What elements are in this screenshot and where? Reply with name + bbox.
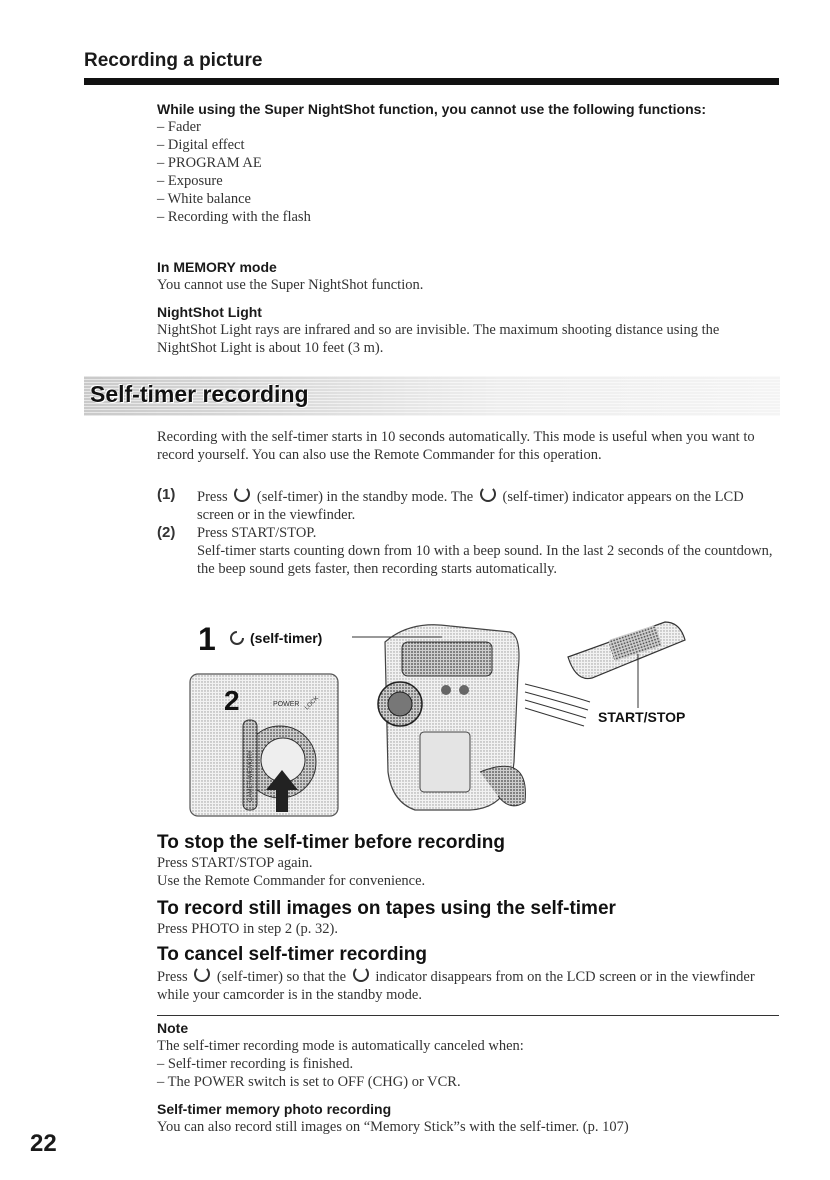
note-block <box>157 1019 782 1091</box>
still-section <box>157 898 782 938</box>
camera-label: CAMERA <box>248 776 254 802</box>
cancel-text-post: indicator disappears from on the LCD screen or in the viewfinder while your camcorder is in the standby mode. <box>157 969 755 1003</box>
memory-label: MEMORY <box>248 750 254 777</box>
cancel-text-pre: Press <box>157 969 188 985</box>
callout-2-number: 2 <box>224 685 240 716</box>
note-intro: The self-timer recording mode is automatically canceled when: <box>157 1038 524 1054</box>
self-timer-steps <box>157 486 782 578</box>
list-item: – White balance <box>157 191 251 207</box>
memory-photo-block <box>157 1100 782 1136</box>
step-text-post: (self-timer) indicator appears on the LCD screen or in the viewfinder. <box>197 489 744 523</box>
list-item: – Self-timer recording is finished. <box>157 1056 354 1072</box>
list-item: – Recording with the flash <box>157 209 311 225</box>
cancel-text <box>157 966 782 1004</box>
power-label: POWER <box>273 701 300 708</box>
list-item: – The POWER switch is set to OFF (CHG) or VCR. <box>157 1074 461 1090</box>
callout-1-label: (self-timer) <box>250 630 323 646</box>
still-heading: To record still images on tapes using the self-timer <box>157 898 616 919</box>
memory-photo-heading: Self-timer memory photo recording <box>157 1101 392 1117</box>
nightshot-light-block <box>157 303 782 357</box>
infrared-signal-icon <box>525 684 590 726</box>
start-stop-label: START/STOP <box>598 709 686 725</box>
note-rule <box>157 1015 779 1016</box>
page-number: 22 <box>30 1130 57 1157</box>
camcorder-illustration <box>180 612 740 820</box>
memory-mode-text: You cannot use the Super NightShot function. <box>157 277 424 293</box>
header-rule <box>84 78 779 85</box>
list-item: – PROGRAM AE <box>157 155 262 171</box>
step-number: (2) <box>157 524 176 541</box>
step-number: (1) <box>157 486 176 503</box>
stop-heading: To stop the self-timer before recording <box>157 832 506 853</box>
stop-section <box>157 832 782 890</box>
self-timer-intro <box>157 428 782 464</box>
memory-mode-block <box>157 258 782 294</box>
step-detail: Self-timer starts counting down from 10 with a beep sound. In the last 2 seconds of the countdown, the beep sound gets faster, then recording starts automatically. <box>197 543 773 577</box>
still-text: Press PHOTO in step 2 (p. 32). <box>157 921 338 937</box>
nightshot-restrictions <box>157 100 782 226</box>
list-item: – Fader <box>157 119 201 135</box>
list-item: – Exposure <box>157 173 223 189</box>
memory-photo-text: You can also record still images on “Memory Stick”s with the self-timer. (p. 107) <box>157 1119 629 1135</box>
restrictions-list <box>157 118 782 226</box>
step-1 <box>157 486 782 524</box>
list-item: – Digital effect <box>157 137 245 153</box>
note-list <box>157 1055 782 1091</box>
self-timer-icon <box>480 486 496 502</box>
note-heading: Note <box>157 1020 189 1036</box>
self-timer-icon <box>231 632 243 644</box>
step-text-mid: (self-timer) in the standby mode. The <box>256 489 474 505</box>
intro-text: Recording with the self-timer starts in 10 seconds automatically. This mode is useful when you want to record yourself. You can also use the Remote Commander for this operation. <box>157 429 755 463</box>
lock-label: LOCK <box>304 695 320 712</box>
nightshot-light-text: NightShot Light rays are infrared and so are invisible. The maximum shooting distance using the NightShot Light is about 10 feet (3 m). <box>157 322 720 356</box>
restrictions-heading: While using the Super NightShot function, you cannot use the following functions: <box>157 101 707 117</box>
callout-1-number: 1 <box>198 621 216 657</box>
section-title: Self-timer recording <box>90 381 309 407</box>
stop-line: Press START/STOP again. <box>157 855 313 871</box>
self-timer-icon <box>234 486 250 502</box>
step-2 <box>157 524 782 578</box>
cancel-text-mid: (self-timer) so that the <box>216 969 347 985</box>
remote-commander-icon <box>568 622 685 708</box>
stop-line: Use the Remote Commander for convenience. <box>157 873 426 889</box>
step-text: Press START/STOP. <box>197 525 317 541</box>
memory-mode-heading: In MEMORY mode <box>157 259 277 275</box>
camcorder-icon <box>378 625 525 810</box>
section-banner <box>84 376 780 416</box>
self-timer-icon <box>194 966 210 982</box>
cancel-heading: To cancel self-timer recording <box>157 944 427 965</box>
nightshot-light-heading: NightShot Light <box>157 304 262 320</box>
cancel-section <box>157 944 782 1004</box>
self-timer-icon <box>353 966 369 982</box>
page-header-title: Recording a picture <box>84 50 263 71</box>
step-text-pre: Press <box>197 489 228 505</box>
